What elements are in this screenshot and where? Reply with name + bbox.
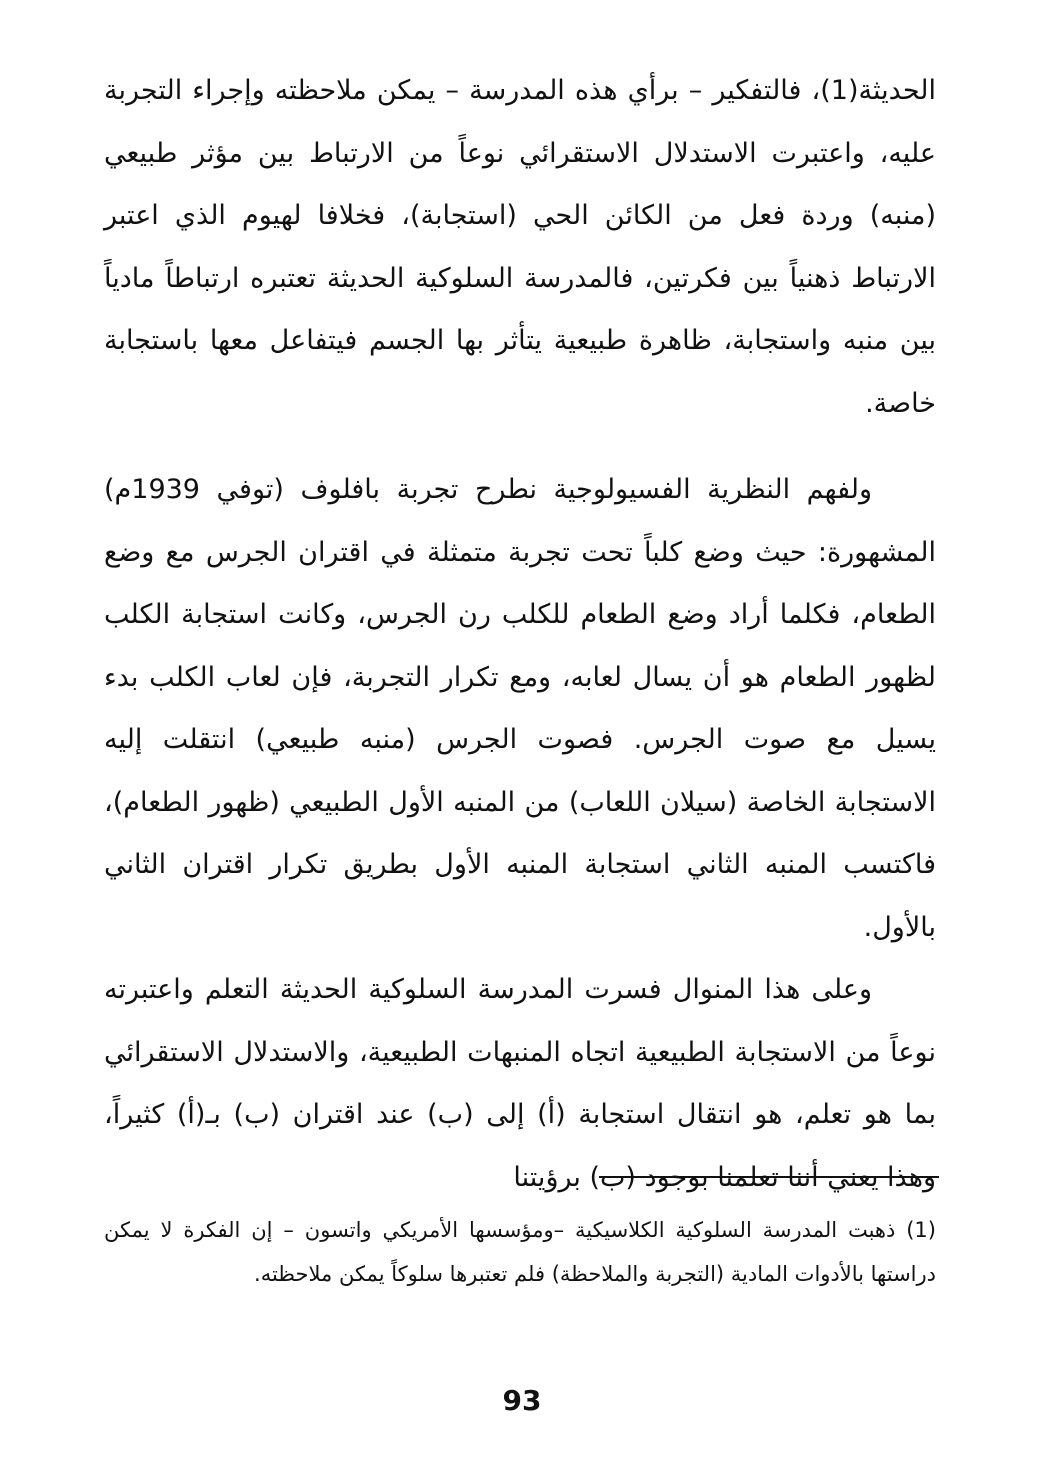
paragraph-3	[104, 959, 936, 1209]
paragraph-1	[104, 60, 936, 435]
footnote-separator	[599, 1176, 939, 1178]
paragraph-text: ولفهم النظرية الفسيولوجية نطرح تجربة بافلوف (توفي 1939م) المشهورة: حيث وضع كلباً تحت تجربة متمثلة في اقتران الجرس مع وضع الطعام، فكلما أراد وضع الطعام للكلب رن الجرس، وكانت استجابة الكلب لظهور الطعام هو أن يسال لعابه، ومع تكرار التجربة، فإن لعاب الكلب بدء يسيل مع صوت الجرس. فصوت الجرس (منبه طبيعي) انتقلت إليه الاستجابة الخاصة (سيلان اللعاب) من المنبه الأول الطبيعي (ظهور الطعام)، فاكتسب المنبه الثاني استجابة المنبه الأول بطريق تكرار اقتران الثاني بالأول.	[104, 474, 936, 943]
paragraph-text: الحديثة(1)، فالتفكير – برأي هذه المدرسة – يمكن ملاحظته وإجراء التجربة عليه، واعتبرت الاستدلال الاستقرائي نوعاً من الارتباط بين مؤثر طبيعي (منبه) وردة فعل من الكائن الحي (استجابة)، فخلافا لهيوم الذي اعتبر الارتباط ذهنياً بين فكرتين، فالمدرسة السلوكية الحديثة تعتبره ارتباطاً مادياً بين منبه واستجابة، ظاهرة طبيعية يتأثر بها الجسم فيتفاعل معها باستجابة خاصة.	[104, 75, 936, 419]
footnote-text: (1) ذهبت المدرسة السلوكية الكلاسيكية –ومؤسسها الأمريكي واتسون – إن الفكرة لا يمكن دراستها بالأدوات المادية (التجربة والملاحظة) فلم تعتبرها سلوكاً يمكن ملاحظته.	[104, 1218, 936, 1286]
main-text	[104, 60, 936, 1209]
paragraph-2	[104, 459, 936, 959]
footnote	[104, 1208, 936, 1296]
page-number: 93	[502, 1384, 542, 1417]
paragraph-text: وعلى هذا المنوال فسرت المدرسة السلوكية الحديثة التعلم واعتبرته نوعاً من الاستجابة الطبيعية اتجاه المنبهات الطبيعية، والاستدلال الاستقرائي بما هو تعلم، هو انتقال استجابة (أ) إلى (ب) عند اقتران (ب) بـ(أ) كثيراً، وهذا يعني أننا تعلمنا بوجود (ب) برؤيتنا	[104, 974, 936, 1193]
paragraph-gap	[104, 435, 936, 459]
